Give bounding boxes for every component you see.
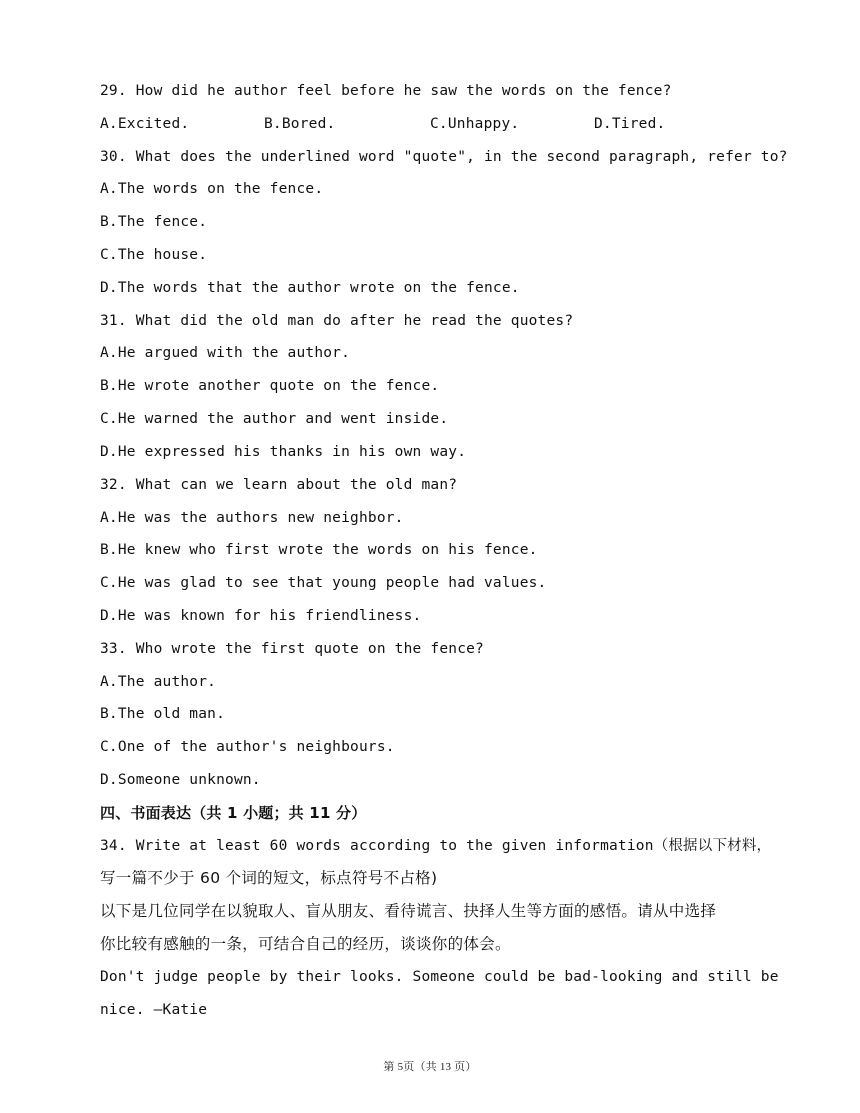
option-c: C.He warned the author and went inside. [100,411,449,427]
section-heading: 四、书面表达（共 1 小题；共 11 分） [100,804,367,822]
option-c: C.He was glad to see that young people had values. [100,575,547,591]
question-34-line-4: 你比较有感触的一条，可结合自己的经历，谈谈你的体会。 [100,935,511,953]
option-b: B.Bored. [264,116,336,132]
option-a: A.The author. [100,674,217,690]
option-a: A.He was the authors new neighbor. [100,510,404,526]
option-c: C.The house. [100,247,208,263]
option-a: A.He argued with the author. [100,345,351,361]
option-b: B.The fence. [100,214,208,230]
option-c: C.One of the author's neighbours. [100,739,395,755]
option-b: B.The old man. [100,706,226,722]
question-34-line-1: 34. Write at least 60 words according to the given information（根据以下材料， [100,838,772,854]
option-b: B.He knew who first wrote the words on his fence. [100,542,538,558]
question-34-line-2: 写一篇不少于 60 个词的短文，标点符号不占格) [100,869,438,887]
option-c: C.Unhappy. [430,116,520,132]
page-number: 第 5页（共 13 页） [383,1061,477,1073]
option-d: D.Someone unknown. [100,772,261,788]
question-33: 33. Who wrote the first quote on the fence? [100,641,484,657]
question-32: 32. What can we learn about the old man? [100,477,458,493]
question-34-line-5: Don't judge people by their looks. Someone could be bad-looking and still be [100,969,779,985]
option-d: D.He was known for his friendliness. [100,608,422,624]
question-34-line-3: 以下是几位同学在以貌取人、盲从朋友、看待谎言、抉择人生等方面的感悟。请从中选择 [100,902,717,920]
option-a: A.The words on the fence. [100,181,324,197]
question-29: 29. How did he author feel before he saw the words on the fence? [100,83,672,99]
option-b: B.He wrote another quote on the fence. [100,378,440,394]
question-31: 31. What did the old man do after he read the quotes? [100,313,574,329]
question-34-line-6: nice. —Katie [100,1002,208,1018]
option-d: D.The words that the author wrote on the fence. [100,280,520,296]
option-a: A.Excited. [100,116,190,132]
question-30: 30. What does the underlined word "quote", in the second paragraph, refer to? [100,149,788,165]
option-d: D.Tired. [594,116,666,132]
option-d: D.He expressed his thanks in his own way. [100,444,467,460]
